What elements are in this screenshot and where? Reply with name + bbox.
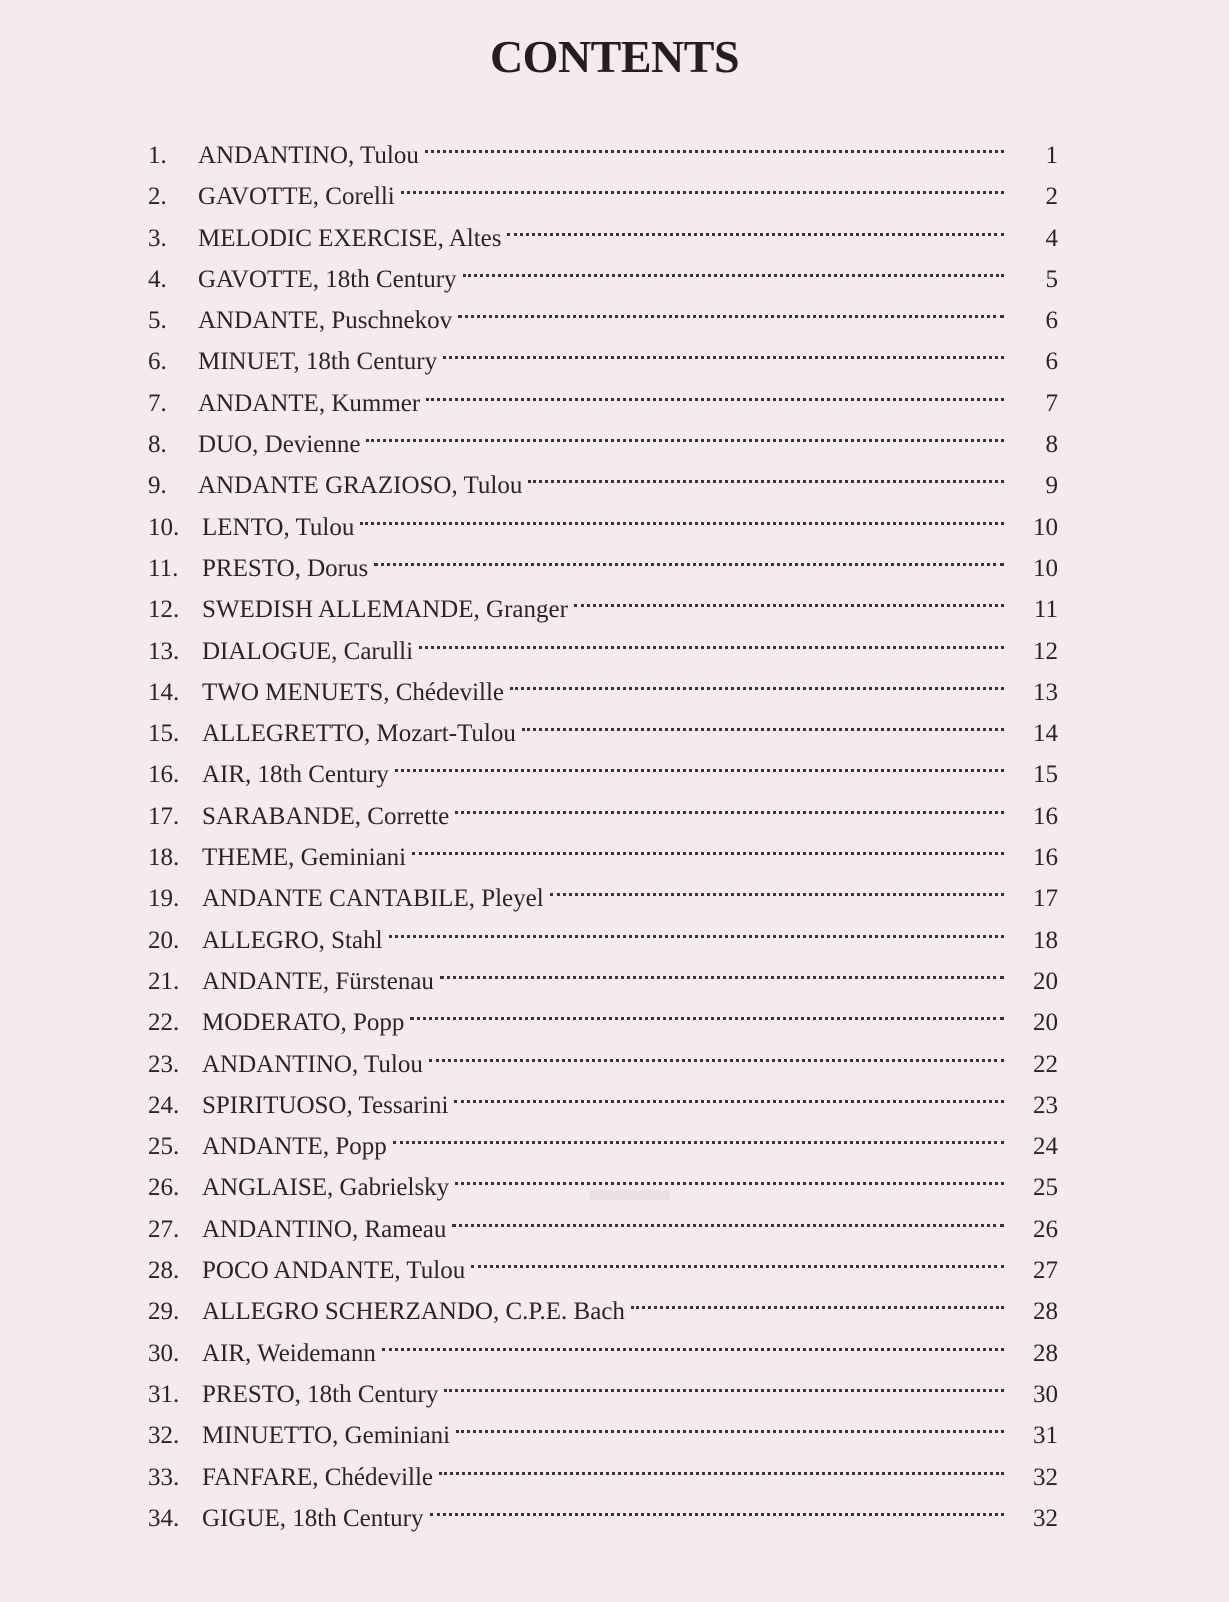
entry-page-number: 10 (1033, 554, 1058, 582)
dot-leader (456, 1402, 1004, 1443)
entry-title: ALLEGRETTO, Mozart-Tulou (202, 720, 516, 748)
entry-number: 24. (148, 1091, 180, 1119)
entry-number: 8. (148, 431, 167, 459)
entry-title: ALLEGRO, Stahl (202, 926, 383, 954)
dot-leader (454, 1072, 1004, 1113)
entry-page-number: 20 (1033, 1009, 1058, 1037)
entry-title: SARABANDE, Corrette (202, 802, 450, 830)
dot-leader (425, 122, 1004, 163)
entry-number: 1. (148, 142, 167, 169)
dot-leader (395, 741, 1004, 782)
dot-leader (510, 659, 1004, 700)
entry-number: 19. (148, 885, 180, 913)
table-of-contents (148, 122, 1058, 1532)
dot-leader (366, 411, 1004, 452)
dot-leader (389, 907, 1004, 948)
entry-page-number: 31 (1033, 1422, 1058, 1450)
entry-number: 16. (148, 761, 180, 789)
entry-page-number: 7 (1045, 389, 1058, 417)
entry-number: 27. (148, 1215, 180, 1243)
entry-number: 25. (148, 1133, 180, 1161)
entry-page-number: 30 (1033, 1380, 1058, 1408)
entry-number: 14. (148, 678, 180, 706)
entry-title: GIGUE, 18th Century (202, 1504, 424, 1532)
dot-leader (382, 1320, 1004, 1361)
entry-title: ANDANTE GRAZIOSO, Tulou (198, 472, 523, 500)
dot-leader (522, 700, 1004, 741)
entry-number: 32. (148, 1422, 180, 1450)
entry-number: 13. (148, 637, 180, 665)
entry-page-number: 9 (1045, 472, 1058, 500)
entry-page-number: 22 (1033, 1050, 1058, 1078)
entry-page-number: 11 (1033, 596, 1058, 624)
entry-title: LENTO, Tulou (202, 513, 355, 541)
entry-title: PRESTO, Dorus (202, 554, 369, 582)
dot-leader (374, 535, 1004, 576)
page-title: CONTENTS (489, 31, 740, 82)
entry-title: AIR, Weidemann (202, 1339, 376, 1367)
entry-title: ANDANTE, Fürstenau (202, 967, 434, 995)
entry-number: 22. (148, 1009, 180, 1037)
entry-page-number: 27 (1033, 1257, 1058, 1285)
entry-page-number: 16 (1033, 844, 1058, 872)
entry-title: ANDANTINO, Tulou (202, 1050, 423, 1078)
entry-number: 12. (148, 596, 180, 624)
entry-title: MINUETTO, Geminiani (202, 1422, 451, 1450)
entry-page-number: 25 (1033, 1174, 1058, 1202)
dot-leader (439, 1444, 1004, 1485)
entry-page-number: 8 (1045, 431, 1058, 459)
entry-title: ANDANTE, Puschnekov (198, 307, 453, 335)
entry-page-number: 12 (1033, 637, 1058, 665)
entry-title: ANDANTINO, Tulou (198, 142, 419, 169)
entry-page-number: 6 (1045, 348, 1058, 376)
entry-number: 5. (148, 307, 167, 335)
dot-leader (528, 452, 1004, 493)
dot-leader (463, 246, 1004, 287)
entry-title: MELODIC EXERCISE, Altes (198, 224, 502, 252)
entry-number: 15. (148, 720, 180, 748)
entry-page-number: 6 (1045, 307, 1058, 335)
entry-page-number: 13 (1033, 678, 1058, 706)
entry-number: 28. (148, 1257, 180, 1285)
dot-leader (393, 1113, 1004, 1154)
entry-title: DIALOGUE, Carulli (202, 637, 414, 665)
entry-title: PRESTO, 18th Century (202, 1380, 439, 1408)
entry-page-number: 2 (1045, 183, 1058, 211)
entry-page-number: 17 (1033, 885, 1058, 913)
entry-title: ANDANTE, Kummer (198, 389, 421, 417)
entry-page-number: 20 (1033, 967, 1058, 995)
entry-title: SPIRITUOSO, Tessarini (202, 1091, 449, 1119)
entry-number: 17. (148, 802, 180, 830)
entry-number: 7. (148, 389, 167, 417)
entry-title: AIR, 18th Century (202, 761, 389, 789)
entry-page-number: 28 (1033, 1339, 1058, 1367)
entry-page-number: 16 (1033, 802, 1058, 830)
dot-leader (412, 824, 1004, 865)
entry-page-number: 26 (1033, 1215, 1058, 1243)
dot-leader (440, 948, 1004, 989)
entry-title: MINUET, 18th Century (198, 348, 438, 376)
entry-page-number: 5 (1045, 265, 1058, 293)
entry-title: ANDANTINO, Rameau (202, 1215, 447, 1243)
dot-leader (426, 370, 1004, 411)
entry-number: 2. (148, 183, 167, 211)
entry-page-number: 10 (1033, 513, 1058, 541)
dot-leader (443, 328, 1004, 369)
dot-leader (458, 287, 1004, 328)
toc-entry (148, 122, 1058, 169)
entry-title: ANDANTE CANTABILE, Pleyel (202, 885, 544, 913)
entry-page-number: 14 (1033, 720, 1058, 748)
entry-title: ANGLAISE, Gabrielsky (202, 1174, 450, 1202)
entry-page-number: 18 (1033, 926, 1058, 954)
entry-title: SWEDISH ALLEMANDE, Granger (202, 596, 568, 624)
entry-page-number: 32 (1033, 1504, 1058, 1532)
entry-number: 30. (148, 1339, 180, 1367)
dot-leader (429, 1031, 1004, 1072)
dot-leader (444, 1361, 1004, 1402)
entry-number: 9. (148, 472, 167, 500)
entry-page-number: 28 (1033, 1298, 1058, 1326)
entry-title: POCO ANDANTE, Tulou (202, 1257, 466, 1285)
entry-page-number: 23 (1033, 1091, 1058, 1119)
paper-smudge (590, 1190, 670, 1200)
entry-page-number: 1 (1045, 142, 1058, 169)
entry-title: GAVOTTE, 18th Century (198, 265, 457, 293)
dot-leader (401, 163, 1004, 204)
entry-title: DUO, Devienne (198, 431, 361, 459)
entry-number: 18. (148, 844, 180, 872)
entry-title: FANFARE, Chédeville (202, 1463, 434, 1491)
dot-leader (452, 1196, 1004, 1237)
entry-title: GAVOTTE, Corelli (198, 183, 395, 211)
dot-leader (471, 1237, 1004, 1278)
entry-number: 31. (148, 1380, 180, 1408)
entry-number: 6. (148, 348, 167, 376)
dot-leader (360, 494, 1004, 535)
entry-number: 10. (148, 513, 180, 541)
dot-leader (430, 1485, 1005, 1526)
entry-number: 20. (148, 926, 180, 954)
entry-page-number: 4 (1045, 224, 1058, 252)
entry-number: 21. (148, 967, 180, 995)
dot-leader (507, 205, 1004, 246)
dot-leader (419, 618, 1004, 659)
entry-page-number: 24 (1033, 1133, 1058, 1161)
entry-title: THEME, Geminiani (202, 844, 407, 872)
entry-number: 4. (148, 265, 167, 293)
dot-leader (631, 1278, 1004, 1319)
dot-leader (550, 865, 1004, 906)
dot-leader (455, 1154, 1004, 1195)
entry-number: 11. (148, 554, 179, 582)
entry-title: MODERATO, Popp (202, 1009, 405, 1037)
entry-page-number: 15 (1033, 761, 1058, 789)
entry-number: 3. (148, 224, 167, 252)
entry-number: 23. (148, 1050, 180, 1078)
entry-title: TWO MENUETS, Chédeville (202, 678, 505, 706)
entry-title: ANDANTE, Popp (202, 1133, 387, 1161)
entry-number: 34. (148, 1504, 180, 1532)
entry-number: 33. (148, 1463, 180, 1491)
dot-leader (574, 576, 1004, 617)
entry-page-number: 32 (1033, 1463, 1058, 1491)
entry-number: 29. (148, 1298, 180, 1326)
dot-leader (455, 783, 1004, 824)
entry-number: 26. (148, 1174, 180, 1202)
entry-title: ALLEGRO SCHERZANDO, C.P.E. Bach (202, 1298, 625, 1326)
dot-leader (410, 989, 1004, 1030)
